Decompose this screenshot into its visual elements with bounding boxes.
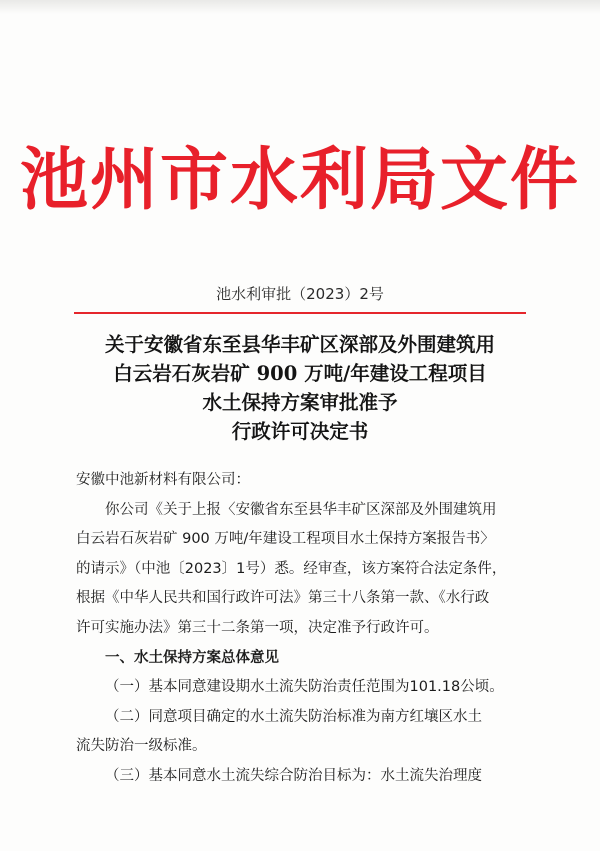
- title-line: 关于安徽省东至县华丰矿区深部及外围建筑用: [104, 333, 495, 356]
- item-line: 流失防治一级标准。: [76, 738, 207, 755]
- document-number: 池水利审批（2023）2号: [216, 285, 384, 303]
- body-line: 白云岩石灰岩矿 900 万吨/年建设工程项目水土保持方案报告书〉: [76, 531, 495, 548]
- section-heading: 一、水土保持方案总体意见: [105, 649, 279, 666]
- title-line: 白云岩石灰岩矿 900 万吨/年建设工程项目: [113, 362, 487, 385]
- body-line: 许可实施办法》第三十二条第一项，决定准予行政许可。: [76, 619, 439, 636]
- item-line: （二）同意项目确定的水土流失防治标准为南方红壤区水土: [105, 708, 482, 725]
- red-separator-line: [74, 312, 526, 314]
- title-line: 水土保持方案审批准予: [202, 391, 398, 414]
- title-line: 行政许可决定书: [231, 420, 369, 443]
- document-masthead: 池州市水利局文件: [19, 140, 580, 220]
- document-body: [76, 466, 538, 792]
- scan-edge: [0, 0, 600, 14]
- body-line: 根据《中华人民共和国行政许可法》第三十八条第一款、《水行政: [76, 590, 490, 607]
- body-line: 的请示》（中池〔2023〕1号）悉。经审查，该方案符合法定条件，: [76, 560, 507, 577]
- addressee: 安徽中池新材料有限公司：: [76, 472, 250, 488]
- body-line: 你公司《关于上报〈安徽省东至县华丰矿区深部及外围建筑用: [105, 501, 497, 518]
- item-line: （一）基本同意建设期水土流失防治责任范围为101.18公顷。: [105, 679, 504, 696]
- item-line: （三）基本同意水土流失综合防治目标为：水土流失治理度: [105, 767, 482, 784]
- document-title: [0, 330, 600, 446]
